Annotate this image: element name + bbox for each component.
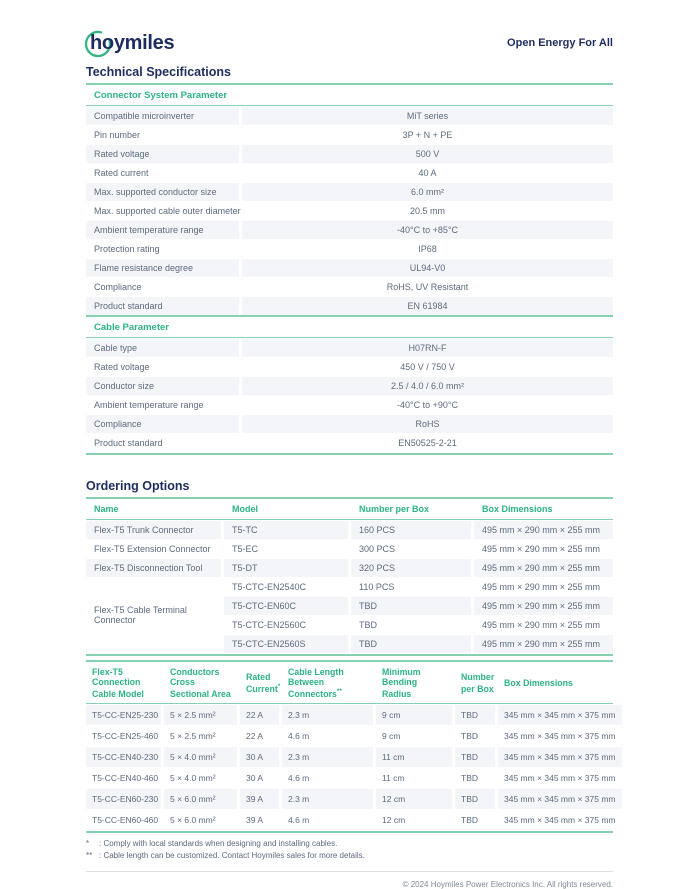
cell-model: T5-CC-EN25-230 bbox=[86, 705, 161, 725]
logo-wordmark: hoymiles bbox=[90, 31, 175, 54]
table-row bbox=[224, 616, 613, 634]
cell-length: 4.6 m bbox=[282, 810, 373, 830]
spec-value: RoHS, UV Resistant bbox=[242, 278, 613, 296]
spec-label: Pin number bbox=[86, 126, 239, 144]
copyright-notice: © 2024 Hoymiles Power Electronics Inc. All rights reserved. bbox=[402, 880, 613, 889]
spec-label: Rated voltage bbox=[86, 145, 239, 163]
spec-row bbox=[86, 259, 613, 277]
cell-model: T5-EC bbox=[224, 540, 348, 558]
spec-row bbox=[86, 358, 613, 376]
cell-number: TBD bbox=[351, 635, 471, 653]
spec-value: 20.5 mm bbox=[242, 202, 613, 220]
column-header-number-per-box: Number per Box bbox=[359, 504, 430, 514]
cell-cross-section: 5 × 4.0 mm² bbox=[164, 747, 237, 767]
spec-value: 500 V bbox=[242, 145, 613, 163]
terminal-connector-rows bbox=[224, 578, 613, 653]
spec-value: RoHS bbox=[242, 415, 613, 433]
spec-label: Ambient temperature range bbox=[86, 396, 239, 414]
spec-row bbox=[86, 434, 613, 452]
cell-cross-section: 5 × 2.5 mm² bbox=[164, 705, 237, 725]
cables-order-table bbox=[86, 660, 616, 834]
cell-length: 4.6 m bbox=[282, 768, 373, 788]
column-header-cross-section: Conductors Cross Sectional Area bbox=[170, 666, 231, 699]
spec-value: H07RN-F bbox=[242, 339, 613, 357]
cell-dimensions: 495 mm × 290 mm × 255 mm bbox=[474, 635, 613, 653]
cell-current: 30 A bbox=[240, 768, 279, 788]
ordering-options-section bbox=[86, 479, 616, 889]
cell-model: T5-CTC-EN60C bbox=[224, 597, 348, 615]
cell-length: 4.6 m bbox=[282, 726, 373, 746]
spec-row bbox=[86, 278, 613, 296]
footnote-1 bbox=[86, 838, 613, 850]
spec-label: Compliance bbox=[86, 278, 239, 296]
spec-value: 3P + N + PE bbox=[242, 126, 613, 144]
cell-model: T5-CC-EN60-230 bbox=[86, 789, 161, 809]
spec-label: Max. supported conductor size bbox=[86, 183, 239, 201]
page-header bbox=[86, 26, 613, 60]
cell-radius: 11 cm bbox=[376, 747, 452, 767]
cell-number: 110 PCS bbox=[351, 578, 471, 596]
cell-cross-section: 5 × 6.0 mm² bbox=[164, 810, 237, 830]
column-header-box-dimensions: Box Dimensions bbox=[504, 678, 573, 689]
spec-row bbox=[86, 202, 613, 220]
spec-row bbox=[86, 164, 613, 182]
table-row bbox=[86, 559, 613, 577]
cell-number: TBD bbox=[455, 768, 495, 788]
cell-number: TBD bbox=[351, 616, 471, 634]
spec-row bbox=[86, 183, 613, 201]
cell-number: TBD bbox=[351, 597, 471, 615]
cell-current: 22 A bbox=[240, 726, 279, 746]
footnote-marker: ** bbox=[86, 851, 93, 861]
cell-dimensions: 495 mm × 290 mm × 255 mm bbox=[474, 540, 613, 558]
cell-current: 22 A bbox=[240, 705, 279, 725]
connectors-order-table bbox=[86, 499, 613, 656]
section-header-cable: Cable Parameter bbox=[86, 315, 613, 338]
cell-number: TBD bbox=[455, 705, 495, 725]
spec-row bbox=[86, 240, 613, 258]
cell-name: Flex-T5 Trunk Connector bbox=[86, 521, 221, 539]
table-row bbox=[224, 597, 613, 615]
spec-row bbox=[86, 145, 613, 163]
table-row bbox=[86, 705, 616, 725]
spec-row bbox=[86, 396, 613, 414]
cell-model: T5-DT bbox=[224, 559, 348, 577]
cell-model: T5-CC-EN25-460 bbox=[86, 726, 161, 746]
cell-cross-section: 5 × 4.0 mm² bbox=[164, 768, 237, 788]
column-header-rated-current: Rated Current* bbox=[246, 672, 281, 694]
cell-dimensions: 345 mm × 345 mm × 375 mm bbox=[498, 747, 622, 767]
footnote-marker: * bbox=[86, 839, 90, 849]
spec-row bbox=[86, 297, 613, 315]
cell-dimensions: 345 mm × 345 mm × 375 mm bbox=[498, 768, 622, 788]
cell-model: T5-CC-EN40-230 bbox=[86, 747, 161, 767]
spec-value: -40°C to +85°C bbox=[242, 221, 613, 239]
cell-length: 2.3 m bbox=[282, 705, 373, 725]
spec-row bbox=[86, 339, 613, 357]
cell-model: T5-CC-EN60-460 bbox=[86, 810, 161, 830]
spec-value: 6.0 mm² bbox=[242, 183, 613, 201]
cell-dimensions: 345 mm × 345 mm × 375 mm bbox=[498, 726, 622, 746]
spec-label: Rated current bbox=[86, 164, 239, 182]
cell-model: T5-TC bbox=[224, 521, 348, 539]
column-header-bending-radius: Minimum Bending Radius bbox=[382, 666, 421, 699]
spec-row bbox=[86, 107, 613, 125]
column-header-box-dimensions: Box Dimensions bbox=[482, 504, 553, 514]
footnote-2 bbox=[86, 850, 613, 862]
cell-number: 320 PCS bbox=[351, 559, 471, 577]
spec-label: Conductor size bbox=[86, 377, 239, 395]
column-header-name: Name bbox=[94, 504, 119, 514]
tech-specs-title: Technical Specifications bbox=[86, 65, 613, 85]
cell-name: Flex-T5 Disconnection Tool bbox=[86, 559, 221, 577]
spec-label: Max. supported cable outer diameter bbox=[86, 202, 239, 220]
cell-current: 39 A bbox=[240, 789, 279, 809]
section-header-connector: Connector System Parameter bbox=[86, 85, 613, 106]
spec-value: 40 A bbox=[242, 164, 613, 182]
cell-radius: 9 cm bbox=[376, 705, 452, 725]
table-row bbox=[86, 726, 616, 746]
spec-value: EN50525-2-21 bbox=[242, 434, 613, 452]
spec-row bbox=[86, 377, 613, 395]
footnote-text: : Cable length can be customized. Contact Hoymiles sales for more details. bbox=[99, 851, 365, 861]
cell-dimensions: 495 mm × 290 mm × 255 mm bbox=[474, 616, 613, 634]
cell-model: T5-CC-EN40-460 bbox=[86, 768, 161, 788]
spec-value: 2.5 / 4.0 / 6.0 mm² bbox=[242, 377, 613, 395]
cell-number: 160 PCS bbox=[351, 521, 471, 539]
spec-label: Product standard bbox=[86, 434, 239, 452]
cell-current: 30 A bbox=[240, 747, 279, 767]
cell-radius: 12 cm bbox=[376, 789, 452, 809]
spec-label: Cable type bbox=[86, 339, 239, 357]
spec-value: EN 61984 bbox=[242, 297, 613, 315]
cell-number: TBD bbox=[455, 747, 495, 767]
cell-name: Flex-T5 Extension Connector bbox=[86, 540, 221, 558]
cell-model: T5-CTC-EN2560S bbox=[224, 635, 348, 653]
cables-table-header-row bbox=[86, 662, 613, 705]
merged-cell-terminal-connector: Flex-T5 Cable Terminal Connector bbox=[86, 578, 221, 653]
cell-number: TBD bbox=[455, 726, 495, 746]
cell-dimensions: 495 mm × 290 mm × 255 mm bbox=[474, 597, 613, 615]
footnote-text: : Comply with local standards when designing and installing cables. bbox=[99, 839, 338, 849]
brand-tagline: Open Energy For All bbox=[507, 37, 613, 49]
cell-dimensions: 345 mm × 345 mm × 375 mm bbox=[498, 705, 622, 725]
spec-value: IP68 bbox=[242, 240, 613, 258]
cell-radius: 9 cm bbox=[376, 726, 452, 746]
cell-number: TBD bbox=[455, 810, 495, 830]
spec-row bbox=[86, 126, 613, 144]
tech-specs-table bbox=[86, 85, 613, 455]
spec-value: MiT series bbox=[242, 107, 613, 125]
footnotes bbox=[86, 838, 613, 872]
table-row bbox=[86, 521, 613, 539]
spec-value: 450 V / 750 V bbox=[242, 358, 613, 376]
cell-length: 2.3 m bbox=[282, 789, 373, 809]
ordering-options-title: Ordering Options bbox=[86, 479, 613, 499]
table-row bbox=[224, 578, 613, 596]
cell-dimensions: 345 mm × 345 mm × 375 mm bbox=[498, 810, 622, 830]
spec-row bbox=[86, 221, 613, 239]
column-header-cable-model: Flex-T5 Connection Cable Model bbox=[92, 666, 144, 699]
spec-label: Flame resistance degree bbox=[86, 259, 239, 277]
cell-radius: 11 cm bbox=[376, 768, 452, 788]
column-header-model: Model bbox=[232, 504, 258, 514]
spec-label: Compliance bbox=[86, 415, 239, 433]
cell-model: T5-CTC-EN2560C bbox=[224, 616, 348, 634]
table-row bbox=[224, 635, 613, 653]
spec-value: UL94-V0 bbox=[242, 259, 613, 277]
connectors-table-header-row bbox=[86, 499, 613, 520]
table-row bbox=[86, 789, 616, 809]
spec-label: Ambient temperature range bbox=[86, 221, 239, 239]
cell-number: 300 PCS bbox=[351, 540, 471, 558]
cell-cross-section: 5 × 6.0 mm² bbox=[164, 789, 237, 809]
cell-number: TBD bbox=[455, 789, 495, 809]
cell-length: 2.3 m bbox=[282, 747, 373, 767]
cell-cross-section: 5 × 2.5 mm² bbox=[164, 726, 237, 746]
cell-dimensions: 495 mm × 290 mm × 255 mm bbox=[474, 559, 613, 577]
spec-label: Protection rating bbox=[86, 240, 239, 258]
column-header-number-per-box: Number per Box bbox=[461, 672, 495, 694]
spec-label: Product standard bbox=[86, 297, 239, 315]
cell-dimensions: 495 mm × 290 mm × 255 mm bbox=[474, 521, 613, 539]
table-row bbox=[86, 768, 616, 788]
spec-row bbox=[86, 415, 613, 433]
table-row bbox=[86, 747, 616, 767]
table-row bbox=[86, 810, 616, 830]
table-row bbox=[86, 540, 613, 558]
hoymiles-logo bbox=[86, 26, 174, 60]
cell-current: 39 A bbox=[240, 810, 279, 830]
column-header-cable-length: Cable Length Between Connectors** bbox=[288, 666, 344, 699]
spec-value: -40°C to +90°C bbox=[242, 396, 613, 414]
terminal-connector-group bbox=[86, 578, 613, 653]
spec-label: Rated voltage bbox=[86, 358, 239, 376]
cell-radius: 12 cm bbox=[376, 810, 452, 830]
cell-dimensions: 495 mm × 290 mm × 255 mm bbox=[474, 578, 613, 596]
cell-dimensions: 345 mm × 345 mm × 375 mm bbox=[498, 789, 622, 809]
spec-label: Compatible microinverter bbox=[86, 107, 239, 125]
cell-model: T5-CTC-EN2540C bbox=[224, 578, 348, 596]
